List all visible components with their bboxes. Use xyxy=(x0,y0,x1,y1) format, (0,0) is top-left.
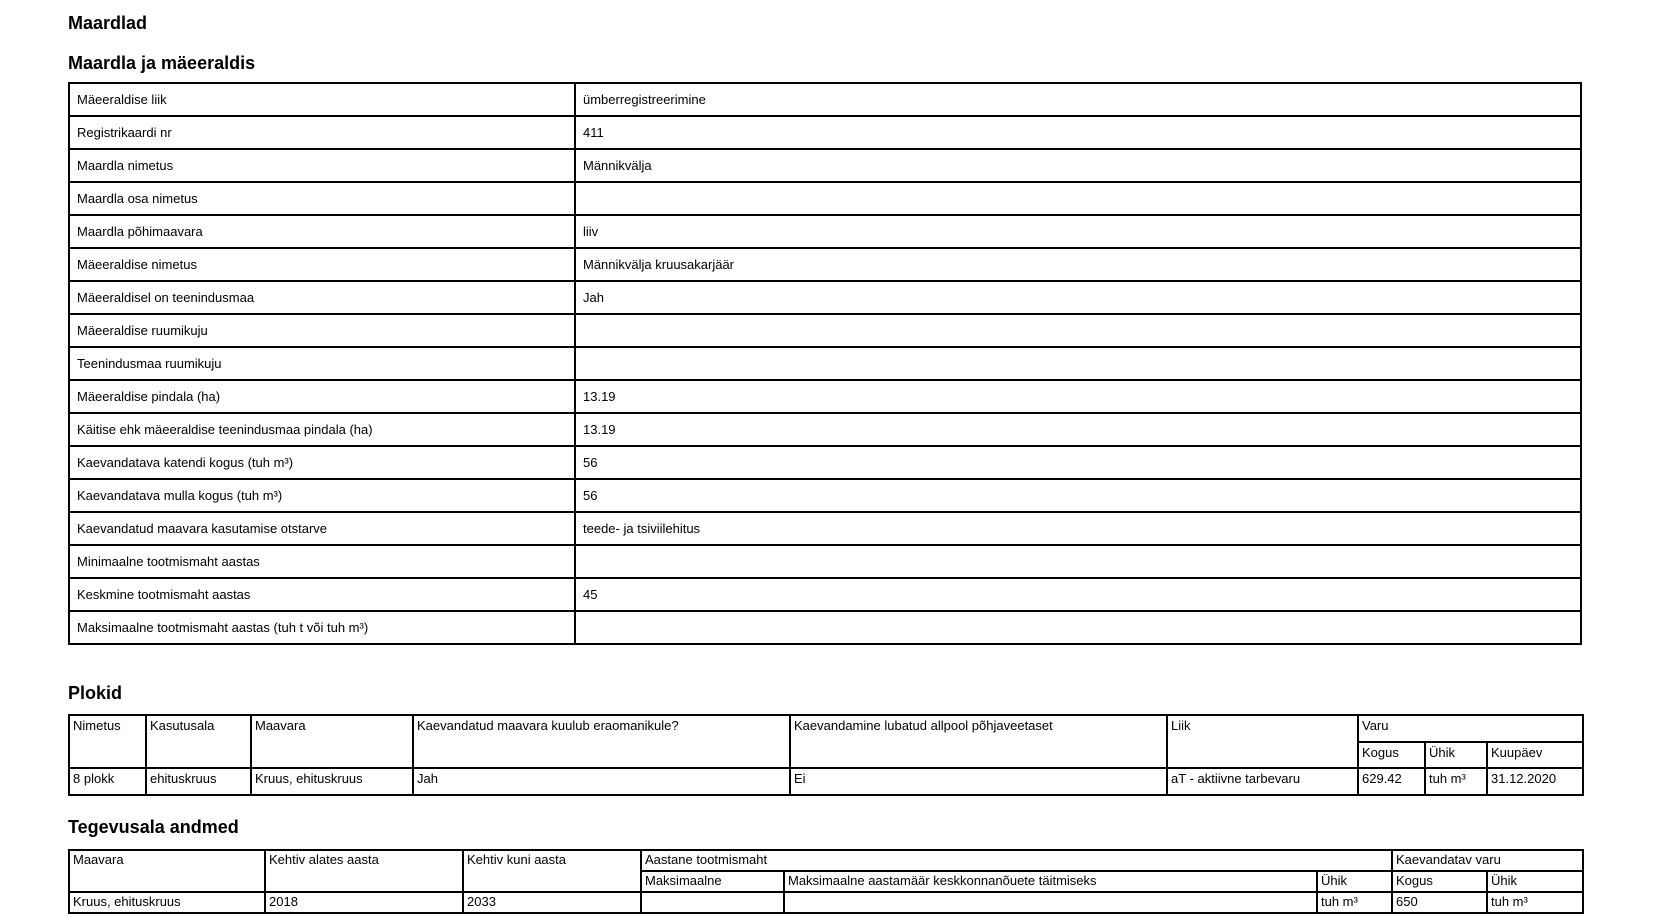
plokid-header-varu: Varu xyxy=(1358,715,1583,742)
table-row xyxy=(69,446,1581,479)
plokid-header-eraomanik: Kaevandatud maavara kuulub eraomanikule? xyxy=(413,715,790,768)
detail-value xyxy=(575,611,1581,644)
detail-label: Mäeeraldise pindala (ha) xyxy=(69,380,575,413)
tegevus-cell-keskkond xyxy=(784,892,1317,913)
detail-value: 13.19 xyxy=(575,413,1581,446)
table-row xyxy=(69,892,1583,913)
tegevus-cell-kuni: 2033 xyxy=(463,892,641,913)
detail-label: Mäeeraldise nimetus xyxy=(69,248,575,281)
detail-label: Kaevandatava katendi kogus (tuh m³) xyxy=(69,446,575,479)
detail-value xyxy=(575,314,1581,347)
table-row xyxy=(69,116,1581,149)
detail-value: Männikvälja xyxy=(575,149,1581,182)
table-row xyxy=(69,281,1581,314)
detail-label: Teenindusmaa ruumikuju xyxy=(69,347,575,380)
table-row xyxy=(69,512,1581,545)
plokid-cell-nimetus: 8 plokk xyxy=(69,768,146,795)
tegevus-header-aastane: Aastane tootmismaht xyxy=(641,850,1392,871)
detail-label: Mäeeraldisel on teenindusmaa xyxy=(69,281,575,314)
tegevusala-table xyxy=(68,849,1584,914)
plokid-cell-kuupaev: 31.12.2020 xyxy=(1487,768,1583,795)
detail-value: teede- ja tsiviilehitus xyxy=(575,512,1581,545)
plokid-table xyxy=(68,714,1584,796)
plokid-cell-eraomanik: Jah xyxy=(413,768,790,795)
plokid-cell-liik: aT - aktiivne tarbevaru xyxy=(1167,768,1358,795)
tegevus-cell-uhik2: tuh m³ xyxy=(1487,892,1583,913)
tegevus-cell-alates: 2018 xyxy=(265,892,463,913)
detail-label: Mäeeraldise liik xyxy=(69,83,575,116)
detail-value xyxy=(575,182,1581,215)
details-table xyxy=(68,82,1582,645)
tegevus-header-kaevandatav: Kaevandatav varu xyxy=(1392,850,1583,871)
plokid-header-kasutusala: Kasutusala xyxy=(146,715,251,768)
detail-label: Kaevandatud maavara kasutamise otstarve xyxy=(69,512,575,545)
plokid-cell-kasutusala: ehituskruus xyxy=(146,768,251,795)
plokid-header-nimetus: Nimetus xyxy=(69,715,146,768)
detail-value xyxy=(575,347,1581,380)
plokid-header-liik: Liik xyxy=(1167,715,1358,768)
plokid-cell-pohjavesi: Ei xyxy=(790,768,1167,795)
detail-value: 13.19 xyxy=(575,380,1581,413)
tegevus-header-maavara: Maavara xyxy=(69,850,265,892)
detail-label: Maardla nimetus xyxy=(69,149,575,182)
table-row xyxy=(69,347,1581,380)
table-row xyxy=(69,578,1581,611)
section-heading-maardla: Maardla ja mäeeraldis xyxy=(68,53,256,73)
tegevus-header-uhik: Ühik xyxy=(1317,871,1392,892)
section-heading-plokid: Plokid xyxy=(68,683,123,703)
section-heading-tegevusala: Tegevusala andmed xyxy=(68,817,239,837)
detail-label: Kaevandatava mulla kogus (tuh m³) xyxy=(69,479,575,512)
table-row xyxy=(69,479,1581,512)
detail-label: Minimaalne tootmismaht aastas xyxy=(69,545,575,578)
plokid-header-maavara: Maavara xyxy=(251,715,413,768)
tegevus-cell-kogus: 650 xyxy=(1392,892,1487,913)
detail-value xyxy=(575,545,1581,578)
plokid-header-kogus: Kogus xyxy=(1358,742,1425,768)
plokid-cell-kogus: 629.42 xyxy=(1358,768,1425,795)
tegevus-cell-maavara: Kruus, ehituskruus xyxy=(69,892,265,913)
detail-label: Maardla osa nimetus xyxy=(69,182,575,215)
detail-value: 56 xyxy=(575,446,1581,479)
detail-label: Maardla põhimaavara xyxy=(69,215,575,248)
table-row xyxy=(69,83,1581,116)
detail-label: Registrikaardi nr xyxy=(69,116,575,149)
detail-value: Männikvälja kruusakarjäär xyxy=(575,248,1581,281)
table-row xyxy=(69,314,1581,347)
detail-label: Keskmine tootmismaht aastas xyxy=(69,578,575,611)
table-row xyxy=(69,248,1581,281)
table-row xyxy=(69,545,1581,578)
table-row xyxy=(69,611,1581,644)
tegevus-header-kuni: Kehtiv kuni aasta xyxy=(463,850,641,892)
tegevus-header-keskkond: Maksimaalne aastamäär keskkonnanõuete täitmiseks xyxy=(784,871,1317,892)
table-row xyxy=(69,380,1581,413)
plokid-header-pohjavesi: Kaevandamine lubatud allpool põhjaveetaset xyxy=(790,715,1167,768)
page-title: Maardlad xyxy=(68,13,148,33)
detail-label: Maksimaalne tootmismaht aastas (tuh t või tuh m³) xyxy=(69,611,575,644)
table-row xyxy=(69,149,1581,182)
table-row xyxy=(69,215,1581,248)
detail-label: Käitise ehk mäeeraldise teenindusmaa pindala (ha) xyxy=(69,413,575,446)
detail-value: Jah xyxy=(575,281,1581,314)
table-row xyxy=(69,182,1581,215)
detail-value: 45 xyxy=(575,578,1581,611)
detail-value: liiv xyxy=(575,215,1581,248)
tegevus-cell-uhik: tuh m³ xyxy=(1317,892,1392,913)
detail-label: Mäeeraldise ruumikuju xyxy=(69,314,575,347)
tegevus-header-uhik2: Ühik xyxy=(1487,871,1583,892)
plokid-header-kuupaev: Kuupäev xyxy=(1487,742,1583,768)
tegevus-header-kogus: Kogus xyxy=(1392,871,1487,892)
detail-value: ümberregistreerimine xyxy=(575,83,1581,116)
detail-value: 411 xyxy=(575,116,1581,149)
plokid-cell-uhik: tuh m³ xyxy=(1425,768,1487,795)
table-row xyxy=(69,768,1583,795)
plokid-cell-maavara: Kruus, ehituskruus xyxy=(251,768,413,795)
tegevus-header-alates: Kehtiv alates aasta xyxy=(265,850,463,892)
tegevus-cell-maksimaalne xyxy=(641,892,784,913)
detail-value: 56 xyxy=(575,479,1581,512)
tegevus-header-maksimaalne: Maksimaalne xyxy=(641,871,784,892)
plokid-header-uhik: Ühik xyxy=(1425,742,1487,768)
table-row xyxy=(69,413,1581,446)
